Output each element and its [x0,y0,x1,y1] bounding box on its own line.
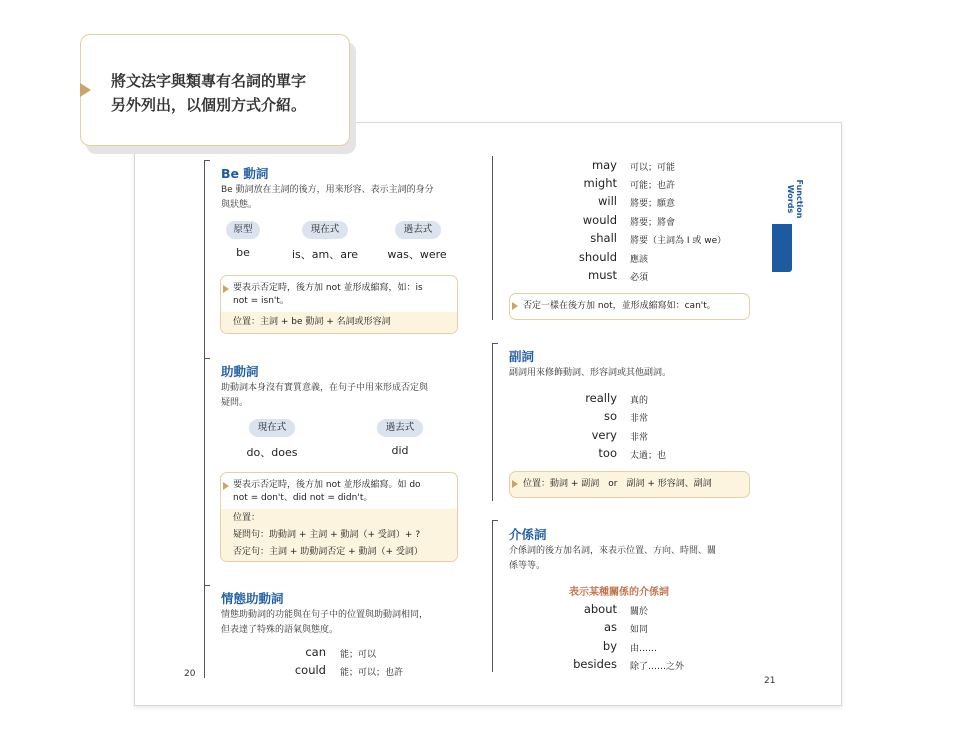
rule-hook [492,520,498,521]
preposition-meaning: 如同 [630,625,649,635]
modal-word: would [582,213,617,227]
modal-word: can [305,645,326,659]
preposition-meaning: 由…… [630,644,658,654]
adverb-word: really [585,391,617,405]
preposition-title: 介係詞 [509,527,547,542]
preposition-word: as [603,620,617,634]
desc-line: 助動詞本身沒有實質意義，在句子中用來形成否定與 [221,383,429,393]
desc-line: 與狀態。 [221,200,258,210]
preposition-meaning: 關於 [630,607,649,617]
be-header-base: 原型 [226,221,260,239]
note-line: not = don't、did not = didn't。 [233,493,373,503]
note-arrow-icon [223,285,229,293]
rule-hook [204,358,210,359]
page-number-right: 21 [764,676,776,686]
modal-meaning: 能；可以；也許 [340,668,404,678]
modal-word: may [591,158,617,172]
preposition-word: besides [573,657,617,671]
note-arrow-icon [223,482,229,490]
note-arrow-icon [512,480,518,488]
modal-meaning: 必須 [630,273,649,283]
callout-box [80,34,350,146]
page-number-left: 20 [184,669,196,679]
desc-line: 但表達了特殊的語氣與態度。 [221,625,339,635]
aux-header-past: 過去式 [377,419,423,437]
right-page-rule [492,156,493,320]
adverb-word: very [591,428,617,442]
modal-meaning: 可以；可能 [630,163,676,173]
adverb-word: too [598,446,617,460]
be-form-past: was、were [387,248,447,261]
note-line: 要表示否定時，後方加 not 並形成縮寫。如 do [233,480,421,490]
desc-line: Be 動詞放在主詞的後方，用來形容、表示主詞的身分 [221,185,434,195]
preposition-meaning: 除了……之外 [630,662,685,672]
adverb-position: 位置：動詞 + 副詞 or 副詞 + 形容詞、副詞 [523,479,712,489]
preposition-subtitle: 表示某種關係的介係詞 [569,587,669,598]
adverb-meaning: 太過；也 [630,451,667,461]
right-page-rule [492,520,493,672]
modal-word: could [294,663,326,677]
note-line: 要表示否定時，後方加 not 並形成縮寫，如：is [233,283,423,293]
aux-verb-title: 助動詞 [221,364,259,379]
modal-meaning: 將要；將會 [630,218,676,228]
rule-hook [204,585,210,586]
adverb-title: 副詞 [509,349,535,364]
modal-word: shall [590,231,617,245]
rule-hook [492,343,498,344]
side-tab-label: Function Words [786,179,804,219]
be-form-present: is、am、are [291,248,359,261]
desc-line: 介係詞的後方加名詞，來表示位置、方向、時間、關 [509,546,717,556]
modal-verb-title: 情態助動詞 [221,591,284,606]
be-header-present: 現在式 [302,221,348,239]
be-header-past: 過去式 [395,221,441,239]
be-form-base: be [236,246,250,259]
preposition-description [509,544,749,574]
modal-verb-description [221,608,461,638]
left-page-rule [204,160,205,678]
adverb-meaning: 真的 [630,396,649,406]
aux-form-present: do、does [246,446,298,459]
aux-header-present: 現在式 [249,419,295,437]
modal-meaning: 應該 [630,255,649,265]
rule-hook [204,160,210,161]
desc-line: 疑問。 [221,398,249,408]
aux-position [233,510,453,561]
modal-meaning: 能；可以 [340,650,377,660]
side-tab-bar [772,224,792,272]
modal-word: might [583,176,617,190]
note-line: not = isn't。 [233,296,289,306]
modal-word: will [598,194,617,208]
preposition-word: about [583,602,617,616]
adverb-word: so [603,409,617,423]
modal-meaning: 將要（主詞為 I 或 we） [630,236,727,246]
adverb-meaning: 非常 [630,414,649,424]
position-label: 位置： [233,513,261,523]
aux-verb-description [221,381,461,411]
be-position: 位置：主詞 + be 動詞 + 名詞或形容詞 [233,317,391,327]
callout-line-1: 將文法字與類專有名詞的單字 [111,72,307,90]
note-arrow-icon [512,302,518,310]
right-page-rule [492,343,493,501]
desc-line: 情態助動詞的功能與在句子中的位置與助動詞相同， [221,610,429,620]
modal-note-text: 否定一樣在後方加 not，並形成縮寫如：can't。 [523,301,716,311]
callout-line-2: 另外列出，以個別方式介紹。 [111,96,307,114]
callout-arrow-icon [80,83,91,97]
modal-meaning: 將要；願意 [630,199,676,209]
position-question: 疑問句：助動詞 + 主詞 + 動詞（+ 受詞）+ ? [233,530,421,540]
aux-note-text [233,479,453,505]
be-verb-title: Be 動詞 [221,166,269,181]
adverb-description: 副詞用來修飾動詞、形容詞或其他副詞。 [509,368,672,378]
desc-line: 係等等。 [509,561,546,571]
position-negative: 否定句：主詞 + 助動詞否定 + 動詞（+ 受詞） [233,547,423,557]
be-verb-description [221,183,461,213]
modal-meaning: 可能；也許 [630,181,676,191]
modal-word: must [588,268,617,282]
adverb-meaning: 非常 [630,433,649,443]
preposition-word: by [602,639,617,653]
be-note-text [233,282,453,308]
modal-word: should [578,250,617,264]
callout-text [111,69,306,117]
aux-form-past: did [391,444,409,457]
